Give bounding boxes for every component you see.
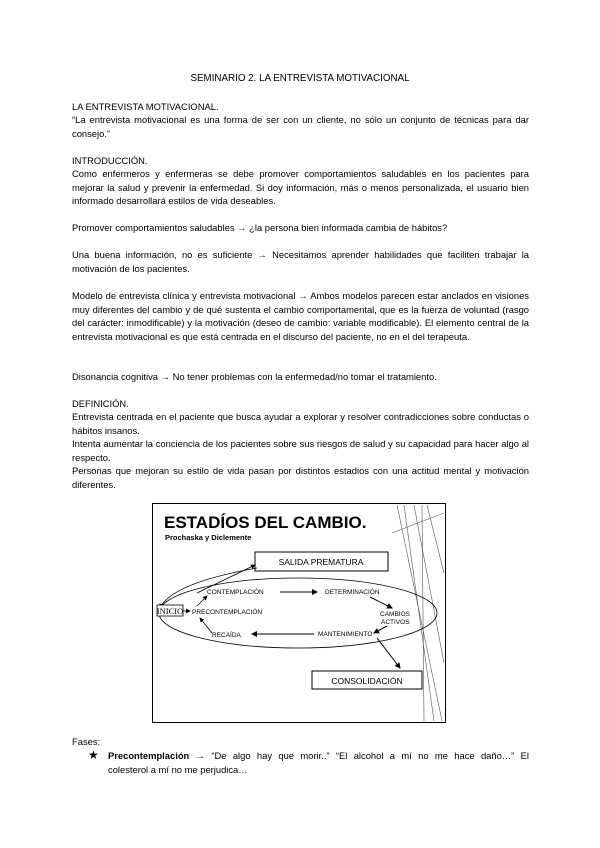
stage-mantenimiento: MANTENIMIENTO (318, 631, 373, 638)
quote-paragraph: “La entrevista motivacional es una forma de ser con un cliente, no sólo un conjunto de técnicas para dar consejo.” (72, 114, 529, 139)
consolidacion-label: CONSOLIDACIÓN (331, 676, 403, 686)
intro-paragraph-3: Una buena información, no es suficiente → Necesitamos aprender habilidades que faciliten trabajar la motivación de los pacientes. (72, 249, 529, 274)
intro-paragraph-5: Disonancia cognitiva → No tener problemas con la enfermedad/no tomar el tratamiento. (72, 371, 437, 382)
section-heading-entrevista: LA ENTREVISTA MOTIVACIONAL. (72, 101, 219, 112)
stage-cambios-line1: CAMBIOS (380, 611, 410, 618)
definition-paragraph-1: Entrevista centrada en el paciente que busca ayudar a explorar y resolver contradicciones sobre conductas o hábitos insanos. (72, 411, 529, 436)
page-title: SEMINARIO 2. LA ENTREVISTA MOTIVACIONAL (190, 73, 410, 84)
salida-prematura-label: SALIDA PREMATURA (278, 557, 364, 567)
stage-contemplacion: CONTEMPLACIÓN (207, 589, 264, 596)
stage-recaida: RECAÍDA (212, 632, 241, 639)
fase-item-text-1: → “De algo hay que morir..” “El alcohol a mí no me hace daño…” El (195, 750, 529, 761)
fases-label: Fases: (72, 736, 101, 747)
fase-item-line-2: colesterol a mí no me perjudica… (108, 764, 248, 775)
fase-item-line-1 (108, 750, 529, 761)
section-heading-definicion: DEFINICIÓN. (72, 398, 129, 409)
inicio-label: INICIO (156, 606, 184, 616)
stage-precontemplacion: PRECONTEMPLACIÓN (192, 609, 263, 616)
intro-paragraph-1: Como enfermeros y enfermeras se debe promover comportamientos saludables en los pacientes para mejorar la salud y prevenir la enfermedad. Si doy información, más o menos personalizada, el usuario bien informado desarrollará estilos de vida deseables. (72, 168, 529, 206)
diagram-subtitle: Prochaska y Diclemente (165, 533, 252, 542)
diagram-title: ESTADÍOS DEL CAMBIO. (164, 513, 367, 532)
intro-paragraph-4: Modelo de entrevista clínica y entrevista motivacional → Ambos modelos parecen estar anclados en visiones muy diferentes del cambio y de qué sustenta el cambio comportamental, que es la fuerza de voluntad (rasgo del carácter: inmodificable) y la motivación (deseo de cambio: variable modificable). El elemento central de la entrevista motivacional es que está centrada en el discurso del paciente, no en el del terapeuta. (72, 290, 529, 342)
definition-paragraph-3: Personas que mejoran su estilo de vida pasan por distintos estadios con una actitud mental y motivación diferentes. (72, 465, 529, 490)
intro-paragraph-2: Promover comportamientos saludables → ¿la persona bien informada cambia de hábitos? (72, 222, 448, 233)
stages-of-change-diagram (152, 503, 446, 723)
stage-determinacion: DETERMINACIÓN (325, 589, 380, 596)
stage-cambios-line2: ACTIVOS (381, 619, 410, 626)
definition-paragraph-2: Intenta aumentar la conciencia de los pacientes sobre sus riesgos de salud y su capacidad para hacer algo al respecto. (72, 438, 529, 463)
star-bullet-icon: ★ (88, 748, 99, 762)
section-heading-introduccion: INTRODUCCIÓN. (72, 155, 148, 166)
fase-term-precontemplacion: Precontemplación (108, 750, 190, 761)
